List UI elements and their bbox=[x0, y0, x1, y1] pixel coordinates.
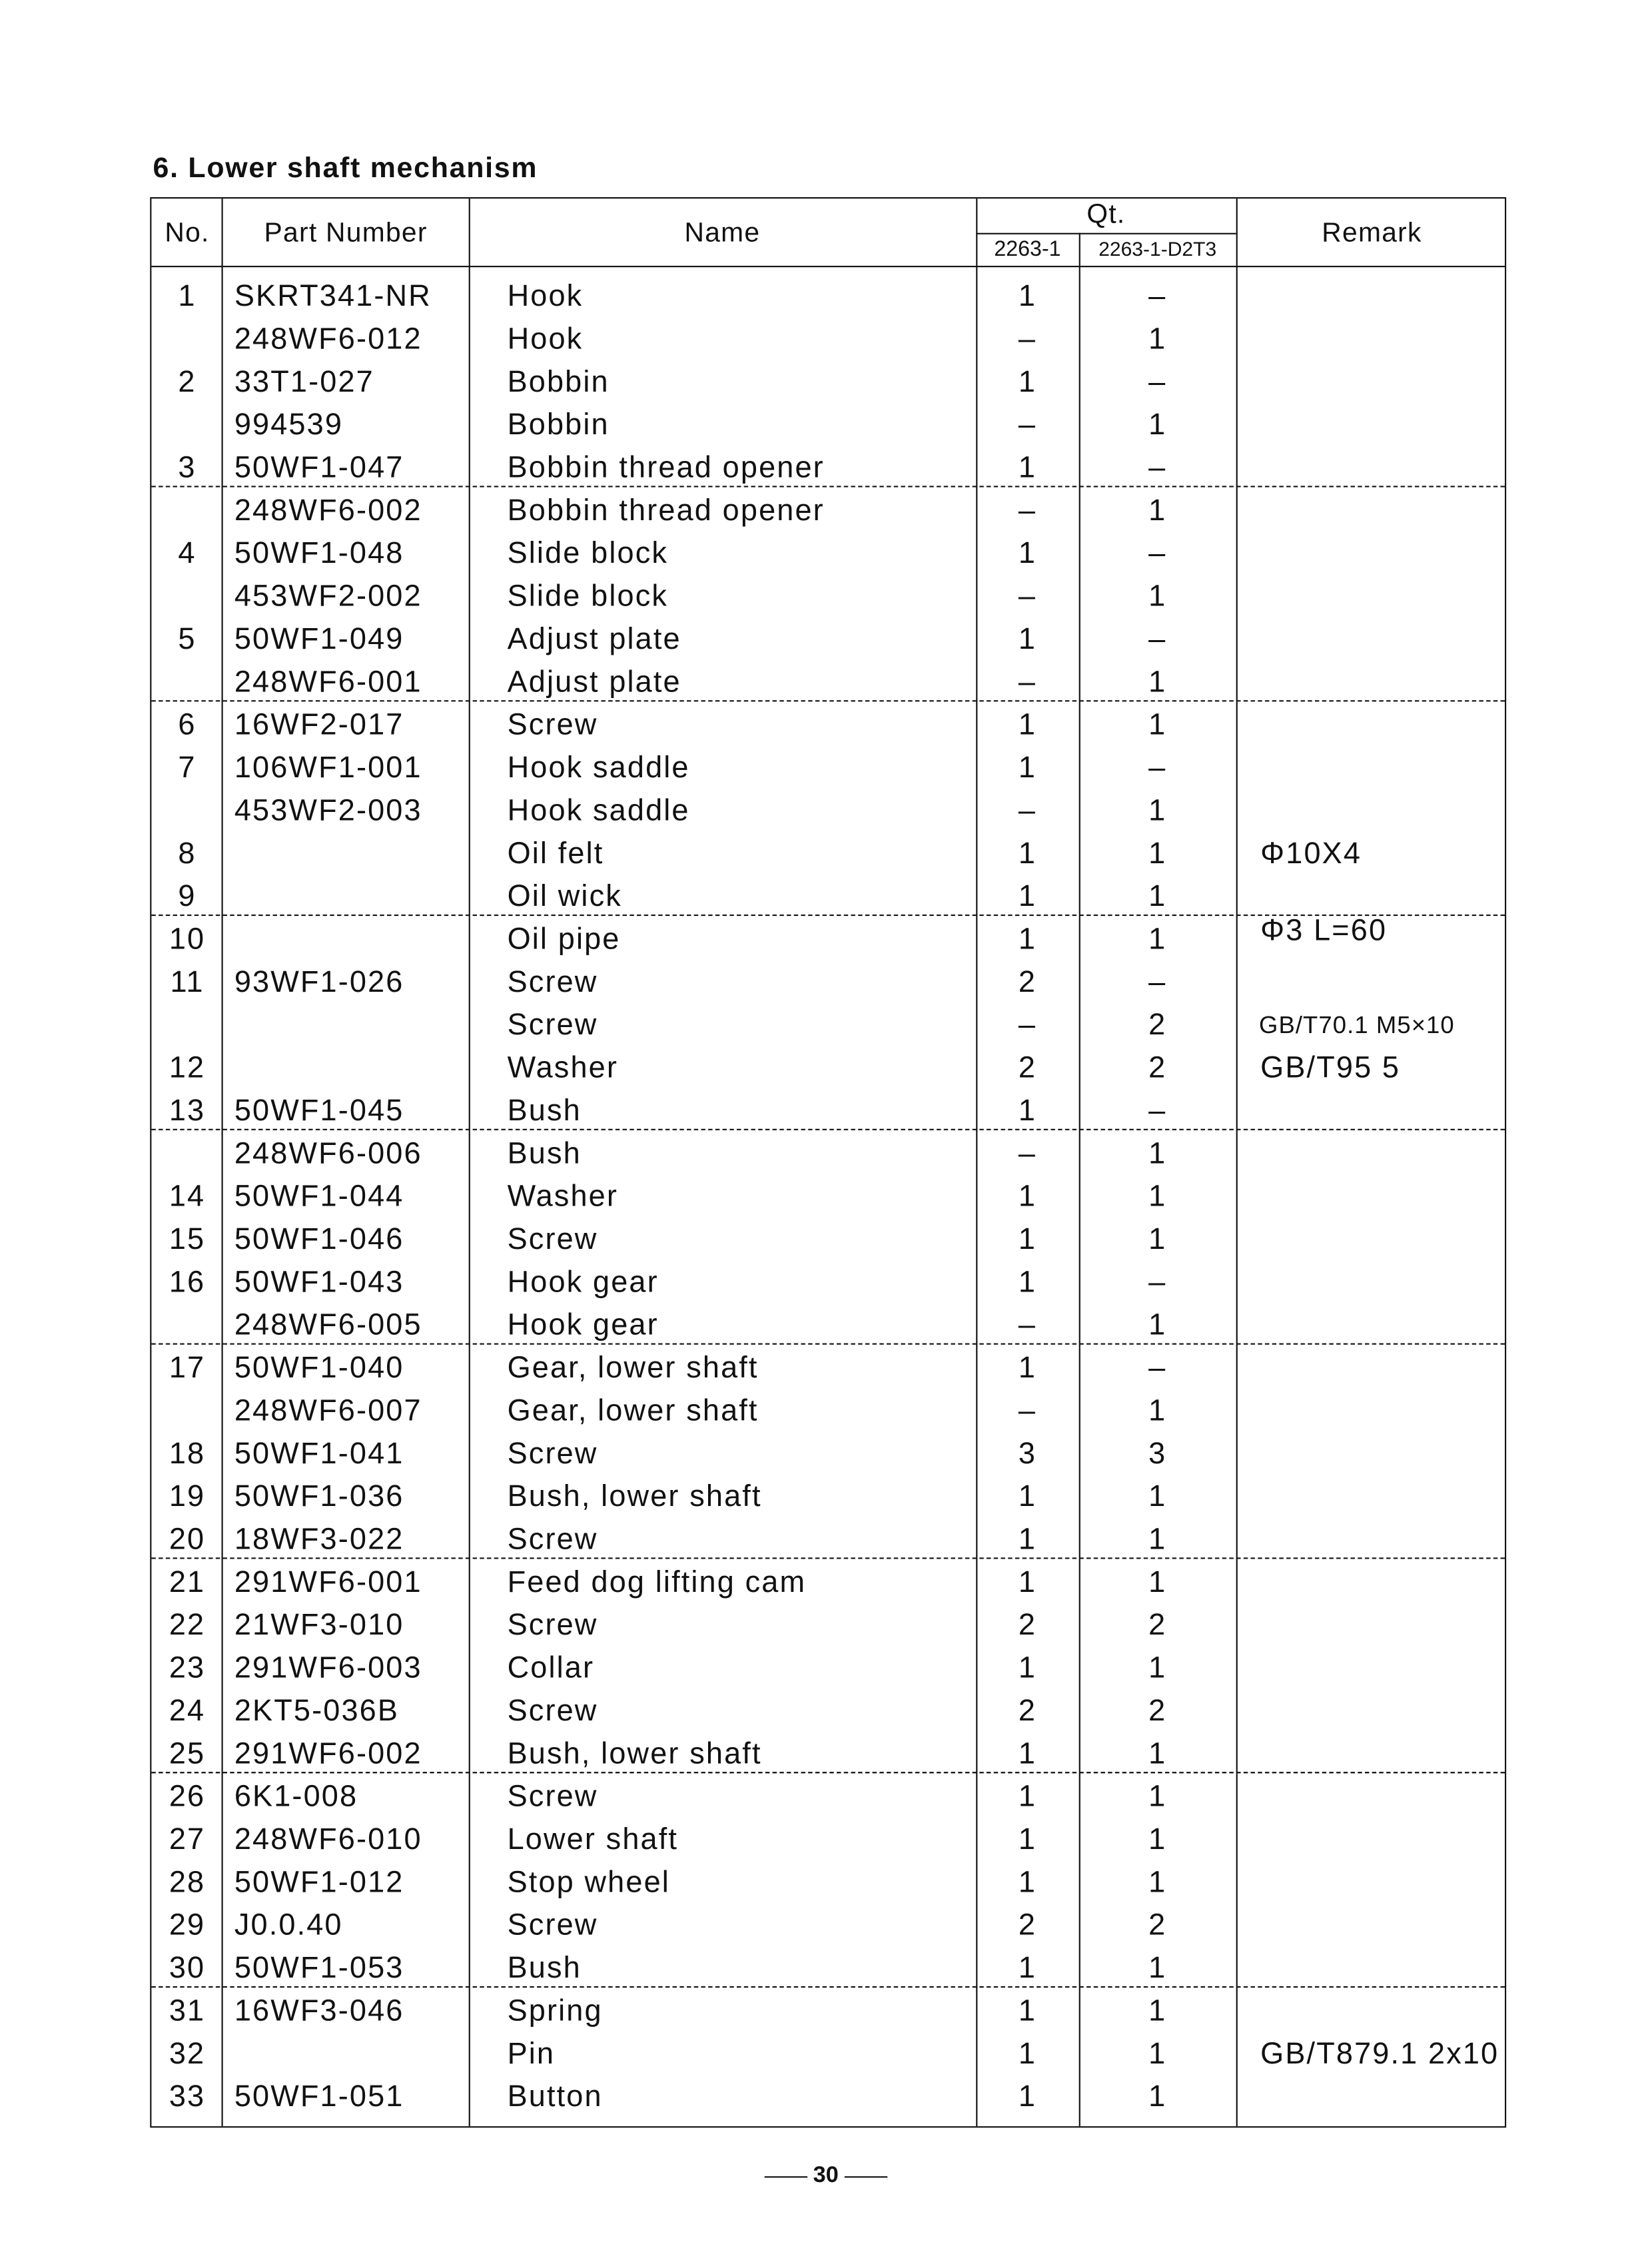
header-qt: Qt. bbox=[1086, 200, 1126, 230]
qty-2263-1: 1 bbox=[1018, 1780, 1037, 1814]
qty-2263-1: – bbox=[1018, 1309, 1037, 1342]
qty-2263-1: – bbox=[1018, 408, 1037, 442]
part-number: 106WF1-001 bbox=[234, 751, 422, 785]
qty-2263-1-d2t3: 1 bbox=[1148, 1566, 1167, 1599]
part-name: Gear, lower shaft bbox=[507, 1351, 759, 1385]
part-number: 50WF1-048 bbox=[234, 537, 404, 570]
qty-2263-1: 1 bbox=[1018, 537, 1037, 570]
part-number: 50WF1-053 bbox=[234, 1952, 404, 1985]
qty-2263-1-d2t3: 1 bbox=[1148, 322, 1167, 356]
table-row bbox=[151, 2076, 1505, 2119]
page-number: 30 bbox=[765, 2163, 887, 2189]
qty-2263-1-d2t3: 1 bbox=[1148, 837, 1167, 871]
qty-2263-1: 2 bbox=[1018, 966, 1037, 999]
remark: GB/T95 5 bbox=[1260, 1051, 1401, 1085]
part-number: 248WF6-005 bbox=[234, 1309, 422, 1342]
part-name: Stop wheel bbox=[507, 1866, 670, 1900]
qty-2263-1-d2t3: – bbox=[1148, 366, 1167, 399]
qty-2263-1: 1 bbox=[1018, 1266, 1037, 1300]
part-name: Screw bbox=[507, 1437, 598, 1471]
qty-2263-1-d2t3: 1 bbox=[1148, 923, 1167, 956]
part-number: 994539 bbox=[234, 408, 344, 442]
part-name: Washer bbox=[507, 1051, 619, 1085]
qty-2263-1-d2t3: 1 bbox=[1148, 408, 1167, 442]
group-divider bbox=[151, 1772, 1505, 1773]
table-row bbox=[151, 576, 1505, 619]
part-name: Bush, lower shaft bbox=[507, 1480, 762, 1513]
part-number: 50WF1-047 bbox=[234, 451, 404, 485]
qty-2263-1-d2t3: 1 bbox=[1148, 494, 1167, 528]
row-number: 4 bbox=[178, 537, 197, 570]
qty-2263-1: 2 bbox=[1018, 1694, 1037, 1728]
row-number: 21 bbox=[169, 1566, 206, 1599]
row-number: 16 bbox=[169, 1266, 206, 1300]
qty-2263-1: 1 bbox=[1018, 837, 1037, 871]
table-row bbox=[151, 747, 1505, 790]
qty-2263-1-d2t3: 1 bbox=[1148, 794, 1167, 828]
table-row bbox=[151, 790, 1505, 833]
table-row bbox=[151, 1176, 1505, 1219]
table-row bbox=[151, 1648, 1505, 1690]
part-name: Screw bbox=[507, 1523, 598, 1557]
part-name: Screw bbox=[507, 1780, 598, 1814]
qty-2263-1: – bbox=[1018, 665, 1037, 699]
header-qt-2263-1: 2263-1 bbox=[994, 237, 1061, 262]
group-divider bbox=[151, 1129, 1505, 1130]
qty-2263-1-d2t3: 1 bbox=[1148, 2038, 1167, 2071]
row-number: 28 bbox=[169, 1866, 206, 1900]
part-number: 248WF6-012 bbox=[234, 322, 422, 356]
qty-2263-1: 2 bbox=[1018, 1909, 1037, 1942]
qty-2263-1: 1 bbox=[1018, 366, 1037, 399]
part-number: 50WF1-040 bbox=[234, 1351, 404, 1385]
qty-2263-1: – bbox=[1018, 322, 1037, 356]
part-number: 248WF6-001 bbox=[234, 665, 422, 699]
qty-2263-1-d2t3: 1 bbox=[1148, 1137, 1167, 1171]
part-number: 453WF2-002 bbox=[234, 579, 422, 613]
part-number: 16WF3-046 bbox=[234, 1994, 404, 2028]
part-name: Oil pipe bbox=[507, 923, 621, 956]
qty-2263-1: 1 bbox=[1018, 1866, 1037, 1900]
qty-2263-1: – bbox=[1018, 1394, 1037, 1428]
qty-2263-1-d2t3: 1 bbox=[1148, 1866, 1167, 1900]
part-number: 291WF6-001 bbox=[234, 1566, 422, 1599]
qty-2263-1-d2t3: 1 bbox=[1148, 2080, 1167, 2113]
qty-2263-1: 1 bbox=[1018, 1180, 1037, 1214]
qty-2263-1: 1 bbox=[1018, 1094, 1037, 1128]
row-number: 33 bbox=[169, 2080, 206, 2113]
part-name: Lower shaft bbox=[507, 1823, 679, 1856]
part-name: Adjust plate bbox=[507, 665, 681, 699]
qty-2263-1: – bbox=[1018, 794, 1037, 828]
qty-2263-1-d2t3: 1 bbox=[1148, 1394, 1167, 1428]
table-row bbox=[151, 833, 1505, 876]
part-number: 50WF1-049 bbox=[234, 623, 404, 656]
row-number: 23 bbox=[169, 1651, 206, 1685]
part-name: Bush bbox=[507, 1952, 582, 1985]
qty-2263-1-d2t3: 1 bbox=[1148, 1994, 1167, 2028]
part-name: Spring bbox=[507, 1994, 603, 2028]
qty-2263-1-d2t3: 1 bbox=[1148, 1737, 1167, 1771]
part-number: 248WF6-010 bbox=[234, 1823, 422, 1856]
qty-2263-1: 1 bbox=[1018, 2038, 1037, 2071]
part-name: Washer bbox=[507, 1180, 619, 1214]
table-row bbox=[151, 1905, 1505, 1948]
part-number: 248WF6-002 bbox=[234, 494, 422, 528]
part-name: Slide block bbox=[507, 537, 669, 570]
qty-2263-1: 1 bbox=[1018, 2080, 1037, 2113]
group-divider bbox=[151, 1986, 1505, 1988]
part-name: Screw bbox=[507, 1609, 598, 1642]
part-name: Screw bbox=[507, 1909, 598, 1942]
header-no: No. bbox=[165, 218, 210, 249]
row-number: 5 bbox=[178, 623, 197, 656]
header-part-number: Part Number bbox=[264, 218, 428, 249]
qty-2263-1: 1 bbox=[1018, 451, 1037, 485]
row-number: 30 bbox=[169, 1952, 206, 1985]
row-number: 19 bbox=[169, 1480, 206, 1513]
qty-2263-1: – bbox=[1018, 1137, 1037, 1171]
part-number: 50WF1-044 bbox=[234, 1180, 404, 1214]
part-number: 50WF1-046 bbox=[234, 1223, 404, 1256]
qty-2263-1-d2t3: – bbox=[1148, 1266, 1167, 1300]
table-row bbox=[151, 705, 1505, 747]
table-row bbox=[151, 1004, 1505, 1047]
remark: Φ10X4 bbox=[1260, 837, 1362, 871]
group-divider bbox=[151, 1343, 1505, 1345]
part-name: Pin bbox=[507, 2038, 556, 2071]
row-number: 13 bbox=[169, 1094, 206, 1128]
table-row bbox=[151, 1048, 1505, 1090]
qty-2263-1-d2t3: 1 bbox=[1148, 709, 1167, 742]
table-row bbox=[151, 1948, 1505, 1990]
part-name: Hook bbox=[507, 322, 584, 356]
qty-2263-1-d2t3: 3 bbox=[1148, 1437, 1167, 1471]
row-number: 12 bbox=[169, 1051, 206, 1085]
qty-2263-1: 1 bbox=[1018, 1223, 1037, 1256]
table-row bbox=[151, 318, 1505, 361]
part-name: Adjust plate bbox=[507, 623, 681, 656]
part-name: Hook saddle bbox=[507, 751, 690, 785]
part-name: Screw bbox=[507, 709, 598, 742]
table-row bbox=[151, 1090, 1505, 1133]
part-number: 248WF6-006 bbox=[234, 1137, 422, 1171]
qty-2263-1: 1 bbox=[1018, 623, 1037, 656]
part-name: Bobbin thread opener bbox=[507, 494, 825, 528]
row-number: 32 bbox=[169, 2038, 206, 2071]
qty-2263-1-d2t3: 1 bbox=[1148, 665, 1167, 699]
table-row bbox=[151, 1990, 1505, 2033]
table-row bbox=[151, 914, 1505, 961]
qty-2263-1-d2t3: 1 bbox=[1148, 1780, 1167, 1814]
row-number: 7 bbox=[178, 751, 197, 785]
part-number: 291WF6-002 bbox=[234, 1737, 422, 1771]
part-number: 2KT5-036B bbox=[234, 1694, 400, 1728]
part-name: Bobbin bbox=[507, 408, 610, 442]
qty-2263-1-d2t3: – bbox=[1148, 1351, 1167, 1385]
part-name: Hook gear bbox=[507, 1266, 659, 1300]
table-row bbox=[151, 1733, 1505, 1776]
table-row bbox=[151, 1262, 1505, 1304]
table-row bbox=[151, 1133, 1505, 1176]
qty-2263-1-d2t3: 1 bbox=[1148, 579, 1167, 613]
part-name: Oil felt bbox=[507, 837, 604, 871]
part-number: 50WF1-051 bbox=[234, 2080, 404, 2113]
part-number: 18WF3-022 bbox=[234, 1523, 404, 1557]
row-number: 25 bbox=[169, 1737, 206, 1771]
qty-2263-1: 1 bbox=[1018, 751, 1037, 785]
qty-2263-1: 1 bbox=[1018, 1351, 1037, 1385]
row-number: 8 bbox=[178, 837, 197, 871]
qty-2263-1-d2t3: 1 bbox=[1148, 1651, 1167, 1685]
table-row bbox=[151, 490, 1505, 533]
qty-2263-1: 1 bbox=[1018, 1566, 1037, 1599]
part-name: Gear, lower shaft bbox=[507, 1394, 759, 1428]
table-row bbox=[151, 533, 1505, 575]
parts-table bbox=[150, 197, 1506, 2127]
table-row bbox=[151, 619, 1505, 661]
qty-2263-1-d2t3: 1 bbox=[1148, 1223, 1167, 1256]
part-number: 453WF2-003 bbox=[234, 794, 422, 828]
table-row bbox=[151, 962, 1505, 1004]
row-number: 29 bbox=[169, 1909, 206, 1942]
group-divider bbox=[151, 1557, 1505, 1559]
part-name: Button bbox=[507, 2080, 603, 2113]
part-name: Bobbin bbox=[507, 366, 610, 399]
part-name: Screw bbox=[507, 1008, 598, 1042]
qty-2263-1-d2t3: – bbox=[1148, 280, 1167, 313]
header-qt-2263-1-d2t3: 2263-1-D2T3 bbox=[1098, 237, 1217, 260]
part-number: 50WF1-041 bbox=[234, 1437, 404, 1471]
qty-2263-1-d2t3: – bbox=[1148, 623, 1167, 656]
qty-2263-1: 1 bbox=[1018, 1523, 1037, 1557]
qty-2263-1-d2t3: 1 bbox=[1148, 1309, 1167, 1342]
part-number: 6K1-008 bbox=[234, 1780, 358, 1814]
qty-2263-1: 2 bbox=[1018, 1051, 1037, 1085]
part-name: Oil wick bbox=[507, 880, 622, 913]
table-row bbox=[151, 2034, 1505, 2076]
part-name: Hook gear bbox=[507, 1309, 659, 1342]
qty-2263-1-d2t3: 1 bbox=[1148, 1523, 1167, 1557]
row-number: 14 bbox=[169, 1180, 206, 1214]
remark: Φ3 L=60 bbox=[1260, 914, 1388, 948]
part-name: Slide block bbox=[507, 579, 669, 613]
qty-2263-1-d2t3: – bbox=[1148, 751, 1167, 785]
qty-2263-1: 1 bbox=[1018, 1823, 1037, 1856]
part-number: 50WF1-012 bbox=[234, 1866, 404, 1900]
qty-2263-1-d2t3: 1 bbox=[1148, 880, 1167, 913]
part-number: 50WF1-036 bbox=[234, 1480, 404, 1513]
table-row bbox=[151, 1433, 1505, 1476]
part-number: 21WF3-010 bbox=[234, 1609, 404, 1642]
qty-2263-1-d2t3: – bbox=[1148, 1094, 1167, 1128]
part-number: SKRT341-NR bbox=[234, 280, 432, 313]
row-number: 20 bbox=[169, 1523, 206, 1557]
table-row bbox=[151, 661, 1505, 704]
qty-2263-1: 1 bbox=[1018, 923, 1037, 956]
qty-2263-1: 1 bbox=[1018, 1480, 1037, 1513]
row-number: 11 bbox=[170, 966, 205, 999]
part-number: 93WF1-026 bbox=[234, 966, 404, 999]
qty-2263-1-d2t3: 1 bbox=[1148, 1952, 1167, 1985]
table-row bbox=[151, 1776, 1505, 1819]
part-name: Screw bbox=[507, 966, 598, 999]
qty-2263-1-d2t3: 2 bbox=[1148, 1008, 1167, 1042]
qty-2263-1-d2t3: – bbox=[1148, 451, 1167, 485]
part-name: Feed dog lifting cam bbox=[507, 1566, 807, 1599]
header-remark: Remark bbox=[1322, 218, 1422, 249]
qty-2263-1: – bbox=[1018, 494, 1037, 528]
part-number: 291WF6-003 bbox=[234, 1651, 422, 1685]
table-row bbox=[151, 1519, 1505, 1561]
row-number: 24 bbox=[169, 1694, 206, 1728]
table-row bbox=[151, 1305, 1505, 1347]
part-name: Screw bbox=[507, 1223, 598, 1256]
header-name: Name bbox=[684, 218, 761, 249]
part-number: J0.0.40 bbox=[234, 1909, 343, 1942]
section-title: 6. Lower shaft mechanism bbox=[153, 153, 538, 185]
qty-2263-1: 2 bbox=[1018, 1609, 1037, 1642]
table-row bbox=[151, 1562, 1505, 1605]
qty-2263-1: 3 bbox=[1018, 1437, 1037, 1471]
qty-2263-1-d2t3: – bbox=[1148, 966, 1167, 999]
table-row bbox=[151, 1390, 1505, 1433]
part-name: Hook bbox=[507, 280, 584, 313]
row-number: 15 bbox=[169, 1223, 206, 1256]
qty-2263-1: 1 bbox=[1018, 280, 1037, 313]
qty-2263-1: – bbox=[1018, 1008, 1037, 1042]
part-name: Screw bbox=[507, 1694, 598, 1728]
row-number: 1 bbox=[178, 280, 197, 313]
table-row bbox=[151, 1605, 1505, 1647]
part-name: Hook saddle bbox=[507, 794, 690, 828]
group-divider bbox=[151, 700, 1505, 701]
part-name: Bush bbox=[507, 1137, 582, 1171]
qty-2263-1-d2t3: 2 bbox=[1148, 1694, 1167, 1728]
table-row bbox=[151, 447, 1505, 490]
row-number: 6 bbox=[178, 709, 197, 742]
remark: GB/T879.1 2x10 bbox=[1260, 2038, 1499, 2071]
qty-2263-1: 1 bbox=[1018, 1952, 1037, 1985]
qty-2263-1-d2t3: 2 bbox=[1148, 1051, 1167, 1085]
qty-2263-1: 1 bbox=[1018, 1994, 1037, 2028]
qty-2263-1: – bbox=[1018, 579, 1037, 613]
qty-2263-1: 1 bbox=[1018, 880, 1037, 913]
row-number: 17 bbox=[169, 1351, 206, 1385]
qty-2263-1: 1 bbox=[1018, 1737, 1037, 1771]
table-row bbox=[151, 1819, 1505, 1862]
table-row bbox=[151, 1347, 1505, 1390]
part-name: Bobbin thread opener bbox=[507, 451, 825, 485]
part-number: 50WF1-045 bbox=[234, 1094, 404, 1128]
qty-2263-1-d2t3: – bbox=[1148, 537, 1167, 570]
row-number: 9 bbox=[178, 880, 197, 913]
group-divider bbox=[151, 486, 1505, 487]
header-divider bbox=[151, 266, 1505, 267]
qty-2263-1: 1 bbox=[1018, 709, 1037, 742]
part-name: Bush, lower shaft bbox=[507, 1737, 762, 1771]
part-name: Collar bbox=[507, 1651, 595, 1685]
qty-2263-1-d2t3: 2 bbox=[1148, 1609, 1167, 1642]
row-number: 2 bbox=[178, 366, 197, 399]
table-row bbox=[151, 1690, 1505, 1733]
row-number: 10 bbox=[169, 923, 206, 956]
remark: GB/T70.1 M5×10 bbox=[1259, 1011, 1455, 1039]
table-row bbox=[151, 276, 1505, 318]
qty-2263-1-d2t3: 1 bbox=[1148, 1480, 1167, 1513]
row-number: 26 bbox=[169, 1780, 206, 1814]
table-row bbox=[151, 362, 1505, 404]
table-row bbox=[151, 404, 1505, 447]
qty-2263-1-d2t3: 1 bbox=[1148, 1180, 1167, 1214]
row-number: 18 bbox=[169, 1437, 206, 1471]
row-number: 3 bbox=[178, 451, 197, 485]
part-number: 33T1-027 bbox=[234, 366, 374, 399]
part-name: Bush bbox=[507, 1094, 582, 1128]
part-number: 16WF2-017 bbox=[234, 709, 404, 742]
row-number: 22 bbox=[169, 1609, 206, 1642]
table-row bbox=[151, 1476, 1505, 1519]
part-number: 248WF6-007 bbox=[234, 1394, 422, 1428]
part-number: 50WF1-043 bbox=[234, 1266, 404, 1300]
qty-2263-1: 1 bbox=[1018, 1651, 1037, 1685]
table-row bbox=[151, 1219, 1505, 1262]
qt-subheader-divider bbox=[976, 233, 1236, 234]
qty-2263-1-d2t3: 2 bbox=[1148, 1909, 1167, 1942]
qty-2263-1-d2t3: 1 bbox=[1148, 1823, 1167, 1856]
row-number: 27 bbox=[169, 1823, 206, 1856]
row-number: 31 bbox=[169, 1994, 206, 2028]
table-row bbox=[151, 1862, 1505, 1904]
